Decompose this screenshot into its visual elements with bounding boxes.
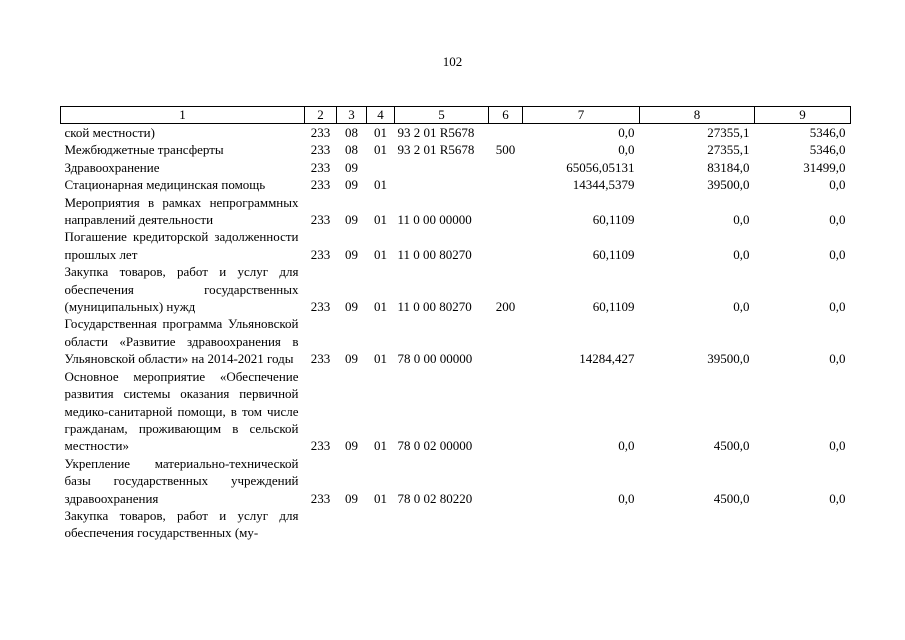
ministry-code-cell: 233 (310, 351, 331, 367)
expense-type-cell: 200 (495, 299, 516, 315)
amount-col7-cell (523, 507, 640, 542)
column-header: 2 (305, 107, 337, 124)
row-name-cell: Погашение кредиторской задолженности прошлых лет (64, 229, 299, 262)
target-article-cell (395, 507, 489, 542)
table-row (61, 507, 851, 542)
section-code-cell: 09 (345, 159, 358, 175)
target-article-cell: 11 0 00 80270 (397, 299, 472, 315)
table-row (61, 194, 851, 229)
row-name-cell: Государственная программа Ульяновской области «Развитие здравоохранения в Ульяновской области» на 2014-2021 годы (64, 316, 299, 367)
column-header: 5 (395, 107, 489, 124)
row-name-cell: Укрепление материально-технической базы государственных учреждений здравоохранения (64, 455, 299, 506)
target-article-cell: 11 0 00 80270 (397, 246, 472, 262)
amount-col8-cell (640, 507, 755, 542)
amount-col7-cell: 0,0 (618, 142, 635, 158)
expense-type-cell (489, 368, 523, 455)
budget-table (60, 106, 851, 542)
amount-col8-cell: 4500,0 (713, 490, 750, 506)
ministry-code-cell: 233 (310, 125, 331, 140)
amount-col8-cell: 0,0 (733, 212, 750, 228)
table-row (61, 263, 851, 315)
section-code-cell: 09 (345, 299, 358, 315)
section-code-cell: 08 (345, 125, 358, 140)
amount-col9-cell (755, 507, 851, 542)
subsection-code-cell: 01 (374, 490, 387, 506)
subsection-code-cell: 01 (374, 142, 387, 158)
expense-type-cell (489, 176, 523, 193)
amount-col8-cell: 39500,0 (707, 351, 750, 367)
amount-col7-cell: 0,0 (618, 438, 635, 454)
amount-col8-cell: 0,0 (733, 299, 750, 315)
page-number: 102 (442, 54, 463, 69)
column-header: 4 (367, 107, 395, 124)
ministry-code-cell: 233 (310, 490, 331, 506)
expense-type-cell (489, 455, 523, 507)
amount-col8-cell: 4500,0 (713, 438, 750, 454)
table-row (61, 228, 851, 263)
amount-col9-cell: 0,0 (829, 212, 846, 228)
expense-type-cell (489, 194, 523, 229)
amount-col8-cell: 27355,1 (707, 142, 750, 158)
column-number-header (61, 107, 851, 124)
subsection-code-cell: 01 (374, 125, 387, 140)
amount-col9-cell: 0,0 (829, 246, 846, 262)
column-header: 9 (755, 107, 851, 124)
subsection-code-cell: 01 (374, 212, 387, 228)
subsection-code-cell: 01 (374, 438, 387, 454)
row-name-cell: Мероприятия в рамках непрограммных направлений деятельности (64, 194, 299, 228)
row-name-cell: Закупка товаров, работ и услуг для обеспечения государственных (муниципальных) нужд (64, 264, 299, 315)
table-row (61, 124, 851, 142)
column-header: 3 (337, 107, 367, 124)
amount-col9-cell: 0,0 (829, 177, 846, 193)
section-code-cell: 09 (345, 177, 358, 193)
amount-col8-cell: 39500,0 (707, 177, 750, 193)
ministry-code-cell: 233 (310, 299, 331, 315)
amount-col9-cell: 31499,0 (803, 159, 846, 175)
amount-col7-cell: 60,1109 (592, 246, 635, 262)
column-header: 7 (523, 107, 640, 124)
amount-col9-cell: 0,0 (829, 351, 846, 367)
target-article-cell: 78 0 00 00000 (397, 351, 473, 367)
expense-type-cell: 500 (495, 142, 516, 158)
section-code-cell: 09 (345, 438, 358, 454)
subsection-code-cell: 01 (374, 351, 387, 367)
section-code-cell: 09 (345, 246, 358, 262)
ministry-code-cell (305, 507, 337, 542)
row-name-cell: ской местности) (64, 125, 155, 140)
table-row (61, 159, 851, 176)
expense-type-cell (489, 315, 523, 367)
row-name-cell: Основное мероприятие «Обеспечение развития системы оказания первичной медико-санитарной помощи, в том числе гражданам, проживающим в сельской местности» (64, 368, 299, 454)
table-row (61, 141, 851, 158)
amount-col9-cell: 5346,0 (809, 125, 846, 140)
subsection-code-cell: 01 (374, 299, 387, 315)
target-article-cell: 93 2 01 R5678 (397, 142, 475, 158)
expense-type-cell (489, 159, 523, 176)
section-code-cell: 09 (345, 490, 358, 506)
target-article-cell: 93 2 01 R5678 (397, 125, 475, 140)
column-header: 8 (640, 107, 755, 124)
amount-col8-cell: 27355,1 (707, 125, 750, 140)
expense-type-cell (489, 507, 523, 542)
table-row (61, 176, 851, 193)
table-row (61, 315, 851, 367)
ministry-code-cell: 233 (310, 142, 331, 158)
expense-type-cell (489, 124, 523, 142)
ministry-code-cell: 233 (310, 177, 331, 193)
subsection-code-cell: 01 (374, 177, 387, 193)
column-header: 1 (61, 107, 305, 124)
row-name-cell: Закупка товаров, работ и услуг для обеспечения государственных (му- (64, 507, 299, 541)
subsection-code-cell (367, 507, 395, 542)
amount-col7-cell: 65056,05131 (566, 159, 635, 175)
amount-col8-cell: 83184,0 (707, 159, 750, 175)
amount-col9-cell: 0,0 (829, 438, 846, 454)
subsection-code-cell: 01 (374, 246, 387, 262)
row-name-cell: Стационарная медицинская помощь (64, 177, 266, 193)
amount-col7-cell: 14344,5379 (572, 177, 635, 193)
column-header: 6 (489, 107, 523, 124)
section-code-cell: 08 (345, 142, 358, 158)
section-code-cell: 09 (345, 212, 358, 228)
target-article-cell: 78 0 02 00000 (397, 438, 473, 454)
row-name-cell: Здравоохранение (64, 159, 160, 175)
amount-col9-cell: 5346,0 (809, 142, 846, 158)
target-article-cell: 78 0 02 80220 (397, 490, 473, 506)
section-code-cell (337, 507, 367, 542)
amount-col7-cell: 60,1109 (592, 212, 635, 228)
target-article-cell (395, 159, 489, 176)
ministry-code-cell: 233 (310, 438, 331, 454)
ministry-code-cell: 233 (310, 159, 331, 175)
table-row (61, 368, 851, 455)
ministry-code-cell: 233 (310, 212, 331, 228)
amount-col8-cell: 0,0 (733, 246, 750, 262)
amount-col7-cell: 0,0 (618, 490, 635, 506)
amount-col7-cell: 0,0 (618, 125, 635, 140)
amount-col7-cell: 60,1109 (592, 299, 635, 315)
expense-type-cell (489, 228, 523, 263)
amount-col9-cell: 0,0 (829, 299, 846, 315)
table-body (61, 124, 851, 542)
table-row (61, 455, 851, 507)
row-name-cell: Межбюджетные трансферты (64, 142, 224, 158)
section-code-cell: 09 (345, 351, 358, 367)
amount-col7-cell: 14284,427 (579, 351, 635, 367)
amount-col9-cell: 0,0 (829, 490, 846, 506)
ministry-code-cell: 233 (310, 246, 331, 262)
target-article-cell (395, 176, 489, 193)
target-article-cell: 11 0 00 00000 (397, 212, 472, 228)
subsection-code-cell (367, 159, 395, 176)
